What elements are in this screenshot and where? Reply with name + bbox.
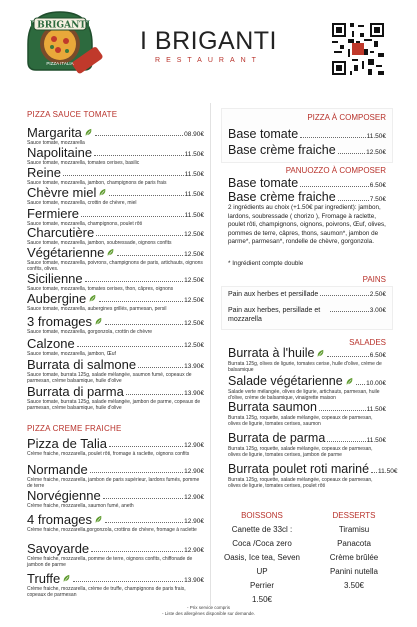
boissons-line: Coca /Coca zero xyxy=(232,539,292,548)
dot-leader xyxy=(63,175,184,176)
desserts-line: Crème brûlée xyxy=(329,553,379,562)
salad-item xyxy=(228,462,398,490)
dot-leader xyxy=(300,137,365,138)
menu-item xyxy=(27,186,204,206)
menu-item xyxy=(27,126,204,146)
leaf-icon xyxy=(84,128,93,137)
dot-leader xyxy=(338,153,365,154)
dot-leader xyxy=(138,367,183,368)
footer-line: - Prix service compris xyxy=(186,605,230,610)
item-description: Burrata 125g, roquette, salade mélangée, copeaux de parmesan, olives de ligurie, tomates cerises, saumon xyxy=(228,415,373,428)
item-description: Sauce tomate, burrata 125g, salade mélangée, saumon fumé, copeaux de parmesan, crème balsamique, huile d'olive xyxy=(27,372,192,385)
item-description: Sauce tomate, mozzarella, gorgonzola, crottin de chèvre xyxy=(27,329,153,335)
panuozzo-note: * Ingrédient compte double xyxy=(228,260,304,267)
item-description: Sauce tomate, mozzarella, jambon, soubressade, oignons confits xyxy=(27,240,172,246)
item-name: Burrata à l'huile xyxy=(228,346,315,360)
leaf-icon xyxy=(94,317,103,326)
item-description: Sauce tomate, mozzarella, poivrons, champignons de paris, artichauts, oignons confits, olives. xyxy=(27,260,203,273)
menu-item xyxy=(27,437,204,457)
leaf-icon xyxy=(94,515,103,524)
item-price: 11.50€ xyxy=(184,191,204,198)
boissons-line: Perrier xyxy=(249,581,274,590)
item-description: Sauce tomate, mozzarella, tomates cerises, basilic xyxy=(27,160,140,166)
salad-item xyxy=(228,375,386,402)
menu-item xyxy=(27,166,204,186)
dot-leader xyxy=(126,394,183,395)
boissons-title: BOISSONS xyxy=(241,511,283,520)
svg-text:PIZZA ITALIA: PIZZA ITALIA xyxy=(46,61,74,66)
desserts-block xyxy=(314,509,394,593)
svg-text:I BRIGANTI: I BRIGANTI xyxy=(29,20,91,31)
item-price: 12.50€ xyxy=(366,149,386,156)
item-name: Aubergine xyxy=(27,291,87,306)
item-price: 11.50€ xyxy=(366,437,386,444)
item-description: Burrata 125g, roquette, salade mélangée, copeaux de parmesan, olives de ligurie, tomates cerises, jambon de parme xyxy=(228,446,373,459)
leaf-icon xyxy=(62,574,71,583)
leaf-icon xyxy=(98,188,107,197)
item-price: 7.50€ xyxy=(369,196,386,203)
item-name: Base crème fraiche xyxy=(228,190,336,204)
menu-item xyxy=(27,463,204,490)
dot-leader xyxy=(85,281,183,282)
boissons-block xyxy=(222,509,302,607)
item-name: Savoyarde xyxy=(27,541,90,556)
item-price: 11.50€ xyxy=(378,468,398,475)
leaf-icon xyxy=(345,377,354,386)
item-name: Pizza de Talia xyxy=(27,436,107,451)
desserts-line: Tiramisu xyxy=(338,525,370,534)
dot-leader xyxy=(105,522,183,523)
pain-price: 3.00€ xyxy=(369,307,386,314)
section-title-salades: SALADES xyxy=(349,338,386,347)
menu-item xyxy=(228,128,386,141)
item-price: 12.90€ xyxy=(184,518,204,525)
item-description: Sauce tomate, mozzarella xyxy=(27,140,85,146)
item-price: 11.50€ xyxy=(184,151,204,158)
item-name: Chèvre miel xyxy=(27,185,97,200)
section-title-pizza-creme: PIZZA CREME FRAICHE xyxy=(27,424,122,433)
item-name: Burrata di salmone xyxy=(27,357,137,372)
dot-leader xyxy=(371,472,377,473)
dot-leader xyxy=(338,200,369,201)
footer xyxy=(0,605,417,617)
dot-leader xyxy=(94,155,184,156)
item-description: Crème fraiche, mozzarella,gorgonzola, crottins de chèvre, fromage à raclette xyxy=(27,527,197,533)
boissons-line: Oasis, Ice tea, Seven UP xyxy=(223,553,301,576)
dot-leader xyxy=(356,384,365,385)
item-price: 10.00€ xyxy=(366,380,386,387)
pain-name: Pain aux herbes et persillade xyxy=(228,291,319,298)
item-name: Reine xyxy=(27,165,61,180)
menu-item xyxy=(228,177,386,190)
dot-leader xyxy=(95,135,183,136)
item-price: 6.50€ xyxy=(369,182,386,189)
item-price: 13.90€ xyxy=(184,577,204,584)
menu-item xyxy=(27,315,204,335)
dot-leader xyxy=(330,311,369,312)
item-name: Napolitaine xyxy=(27,145,93,160)
item-description: Sauce tomate, mozzarella, jambon, Œuf xyxy=(27,351,116,357)
item-name: Salade végétarienne xyxy=(228,374,343,388)
item-description: Salade verte mélangée, olives de ligurie, artichauts, parmesan, huile d'olive, crème de balsamique, vinaigrette maison xyxy=(228,389,380,402)
item-description: Crème fraiche, mozzarella, saumon fumé, aneth xyxy=(27,503,134,509)
item-price: 12.90€ xyxy=(184,494,204,501)
section-title-composer: PIZZA À COMPOSER xyxy=(307,113,386,122)
item-description: Sauce tomate, mozzarella, aubergines grillés, parmesan, persil xyxy=(27,306,167,312)
item-description: Sauce tomate, mozzarella, tomates cerises, thon, câpres, oignons xyxy=(27,286,174,292)
item-name: Base tomate xyxy=(228,127,299,141)
item-price: 13.90€ xyxy=(184,363,204,370)
item-name: Burrata saumon xyxy=(228,400,317,414)
panuozzo-ingredients: 2 ingrédients au choix (+1.50€ par ingredient): jambon, lardons, soubressade ( chorizo ), Fromage à raclette, poulet rôti, champignons, oignons, poivrons, Œuf, olives, pommes de terre, câpres, thons, saumon*, jambon de parme*, parmesan*, rondelle de chèvre, gorgonzola. xyxy=(228,204,386,246)
salad-item xyxy=(228,432,386,459)
item-price: 12.50€ xyxy=(184,231,204,238)
item-name: Norvégienne xyxy=(27,488,101,503)
item-price: 12.50€ xyxy=(184,277,204,284)
menu-item xyxy=(228,191,386,204)
menu-item xyxy=(27,358,204,385)
dot-leader xyxy=(96,235,183,236)
menu-item xyxy=(27,572,204,599)
dot-leader xyxy=(77,346,183,347)
dot-leader xyxy=(99,301,183,302)
item-name: Base tomate xyxy=(228,176,299,190)
item-price: 11.50€ xyxy=(184,212,204,219)
item-description: Crème fraiche, mozzarella, jambon de paris supérieur, lardons fumés, pomme de terre xyxy=(27,477,200,490)
item-name: Base crème fraiche xyxy=(228,143,336,157)
section-title-pains: PAINS xyxy=(362,275,386,284)
section-title-pizza-tomate: PIZZA SAUCE TOMATE xyxy=(27,110,118,119)
item-description: Crème fraiche, mozzarella, crème de truffe, champignons de paris frais, copeaux de parmesan xyxy=(27,586,186,599)
item-price: 12.90€ xyxy=(184,468,204,475)
menu-item xyxy=(27,489,204,509)
menu-item xyxy=(228,144,386,157)
item-price: 11.50€ xyxy=(366,406,386,413)
pain-item-2 xyxy=(228,306,386,324)
menu-item xyxy=(27,292,204,312)
boissons-price: 1.50€ xyxy=(251,595,273,604)
item-name: Calzone xyxy=(27,336,75,351)
item-name: Burrata di parma xyxy=(27,384,124,399)
dot-leader xyxy=(73,581,183,582)
dot-leader xyxy=(103,498,183,499)
menu-item xyxy=(27,226,204,246)
item-description: Burrata 125g, roquette, salade mélangée, copeaux de parmesan, olives de ligurie, tomates cerises, poulet rôti xyxy=(228,477,373,490)
item-price: 13.90€ xyxy=(184,390,204,397)
item-price: 12.50€ xyxy=(184,251,204,258)
menu-item xyxy=(27,513,204,533)
item-name: Charcutière xyxy=(27,225,95,240)
dot-leader xyxy=(81,216,184,217)
dot-leader xyxy=(319,410,366,411)
item-name: 4 fromages xyxy=(27,512,93,527)
desserts-price: 3.50€ xyxy=(343,581,365,590)
item-price: 11.50€ xyxy=(366,133,386,140)
leaf-icon xyxy=(316,349,325,358)
item-price: 12.90€ xyxy=(184,442,204,449)
page-title: I BRIGANTI xyxy=(140,27,277,55)
item-description: Sauce tomate, mozzarella, crottin de chèvre, miel xyxy=(27,200,137,206)
item-price: 08.90€ xyxy=(184,131,204,138)
item-name: Burrata de parma xyxy=(228,431,326,445)
menu-item xyxy=(27,385,204,412)
menu-item xyxy=(27,146,204,166)
item-name: Végétarienne xyxy=(27,245,105,260)
dot-leader xyxy=(327,356,368,357)
menu-item xyxy=(27,246,204,273)
item-description: Burrata 125g, olives de ligurie, tomates cerise, huile d'olive, crème de balsamique xyxy=(228,361,382,374)
item-name: Fermiere xyxy=(27,206,80,221)
item-name: Truffe xyxy=(27,571,61,586)
pain-item-1 xyxy=(228,290,386,299)
item-price: 12.90€ xyxy=(184,547,204,554)
dot-leader xyxy=(320,295,368,296)
page-subtitle: RESTAURANT xyxy=(155,57,262,64)
item-description: Sauce tomate, mozzarella, champignons, poulet rôti xyxy=(27,221,143,227)
dot-leader xyxy=(117,255,183,256)
footer-line: - Liste des allergènes disponible sur demande. xyxy=(161,611,256,616)
dot-leader xyxy=(91,551,183,552)
item-name: Margarita xyxy=(27,125,82,140)
column-divider xyxy=(210,103,211,609)
menu-item xyxy=(27,272,204,292)
item-description: Sauce tomate, mozzarella, jambon, champignons de paris frais xyxy=(27,180,167,186)
desserts-title: DESSERTS xyxy=(332,511,376,520)
item-description: Crème fraiche, mozzarella, pomme de terre, oignons confits, chiffonade de jambon de parme xyxy=(27,556,193,569)
item-price: 12.50€ xyxy=(184,297,204,304)
item-name: 3 fromages xyxy=(27,314,93,329)
desserts-line: Panini nutella xyxy=(329,567,379,576)
pain-name: Pain aux herbes, persillade et mozzarella xyxy=(228,307,321,323)
item-price: 12.50€ xyxy=(184,320,204,327)
leaf-icon xyxy=(88,294,97,303)
menu-item xyxy=(27,542,204,569)
dot-leader xyxy=(109,446,183,447)
item-price: 6.50€ xyxy=(369,352,386,359)
salad-item xyxy=(228,347,386,374)
item-description: Sauce tomate, burrata 125g, salade mélangée, jambon de parme, copeaux de parmesan, crème balsamique, huile d'olive xyxy=(27,399,201,412)
leaf-icon xyxy=(106,248,115,257)
dot-leader xyxy=(109,195,183,196)
item-price: 11.50€ xyxy=(184,171,204,178)
dot-leader xyxy=(327,441,365,442)
dot-leader xyxy=(105,324,183,325)
pain-price: 2.50€ xyxy=(369,291,386,298)
item-price: 12.50€ xyxy=(184,342,204,349)
dot-leader xyxy=(300,186,369,187)
item-name: Burrata poulet roti mariné xyxy=(228,462,370,476)
qr-code-icon[interactable] xyxy=(330,21,386,77)
section-title-panuozzo: PANUOZZO À COMPOSER xyxy=(285,166,386,175)
item-name: Normande xyxy=(27,462,88,477)
salad-item xyxy=(228,401,386,428)
item-name: Sicilienne xyxy=(27,271,83,286)
item-description: Crème fraiche, mozzarella, poulet rôti, fromage à raclette, oignons confits xyxy=(27,451,190,457)
boissons-line: Canette de 33cl : xyxy=(231,525,293,534)
menu-item xyxy=(27,337,204,357)
desserts-line: Panacota xyxy=(337,539,371,548)
dot-leader xyxy=(90,472,183,473)
